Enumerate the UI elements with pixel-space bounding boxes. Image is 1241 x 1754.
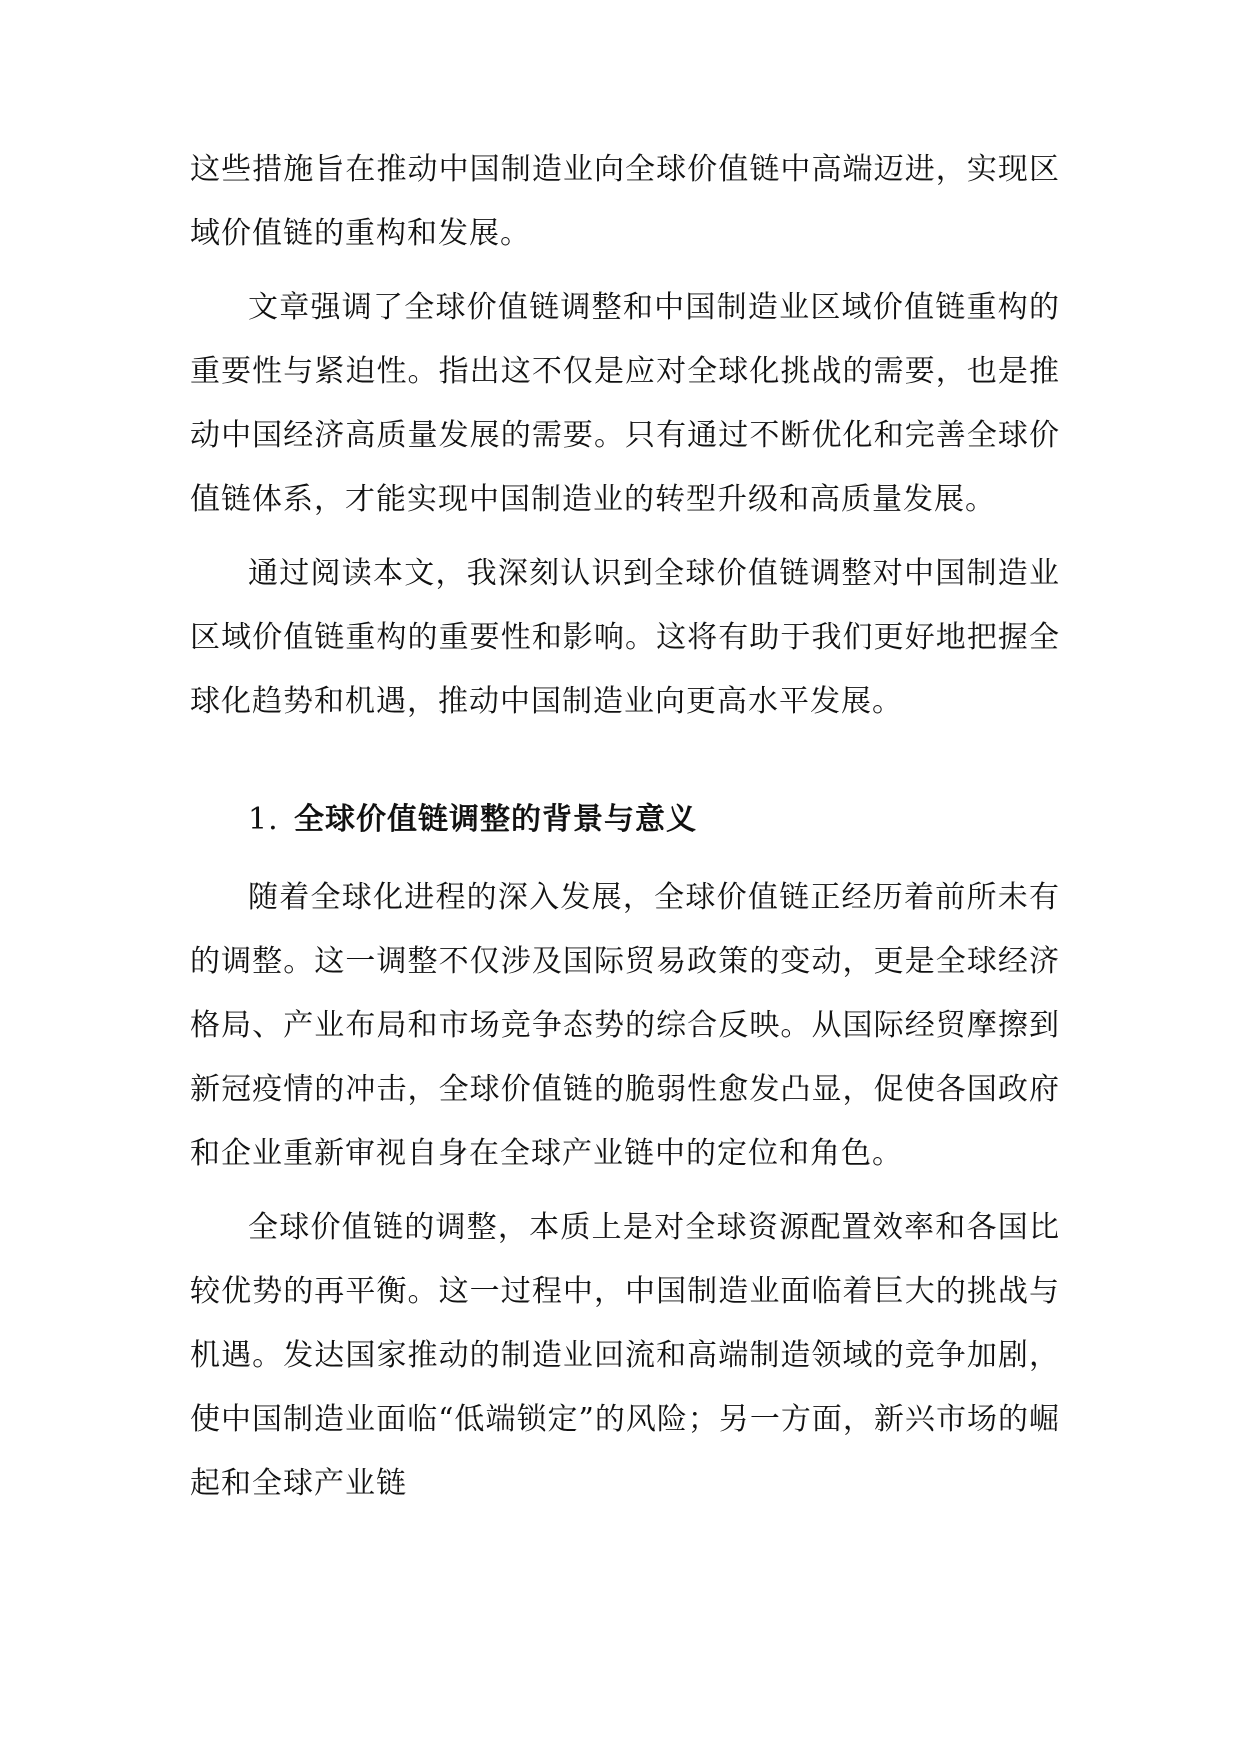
document-body [190, 138, 1060, 1516]
paragraph: 随着全球化进程的深入发展，全球价值链正经历着前所未有的调整。这一调整不仅涉及国际贸易政策的变动，更是全球经济格局、产业布局和市场竞争态势的综合反映。从国际经贸摩擦到新冠疫情的冲击，全球价值链的脆弱性愈发凸显，促使各国政府和企业重新审视自身在全球产业链中的定位和角色。 [190, 880, 1060, 1171]
section-title: 全球价值链调整的背景与意义 [294, 802, 697, 837]
section-heading [190, 788, 1060, 852]
paragraph: 文章强调了全球价值链调整和中国制造业区域价值链重构的重要性与紧迫性。指出这不仅是应对全球化挑战的需要，也是推动中国经济高质量发展的需要。只有通过不断优化和完善全球价值链体系，才能实现中国制造业的转型升级和高质量发展。 [190, 290, 1060, 517]
paragraph: 通过阅读本文，我深刻认识到全球价值链调整对中国制造业区域价值链重构的重要性和影响。这将有助于我们更好地把握全球化趋势和机遇，推动中国制造业向更高水平发展。 [190, 556, 1060, 719]
paragraph-continued: 这些措施旨在推动中国制造业向全球价值链中高端迈进，实现区域价值链的重构和发展。 [190, 152, 1060, 251]
paragraph: 全球价值链的调整，本质上是对全球资源配置效率和各国比较优势的再平衡。这一过程中，中国制造业面临着巨大的挑战与机遇。发达国家推动的制造业回流和高端制造领域的竞争加剧，使中国制造业面临“低端锁定”的风险；另一方面，新兴市场的崛起和全球产业链 [190, 1210, 1060, 1501]
section-number: 1. [248, 802, 279, 837]
